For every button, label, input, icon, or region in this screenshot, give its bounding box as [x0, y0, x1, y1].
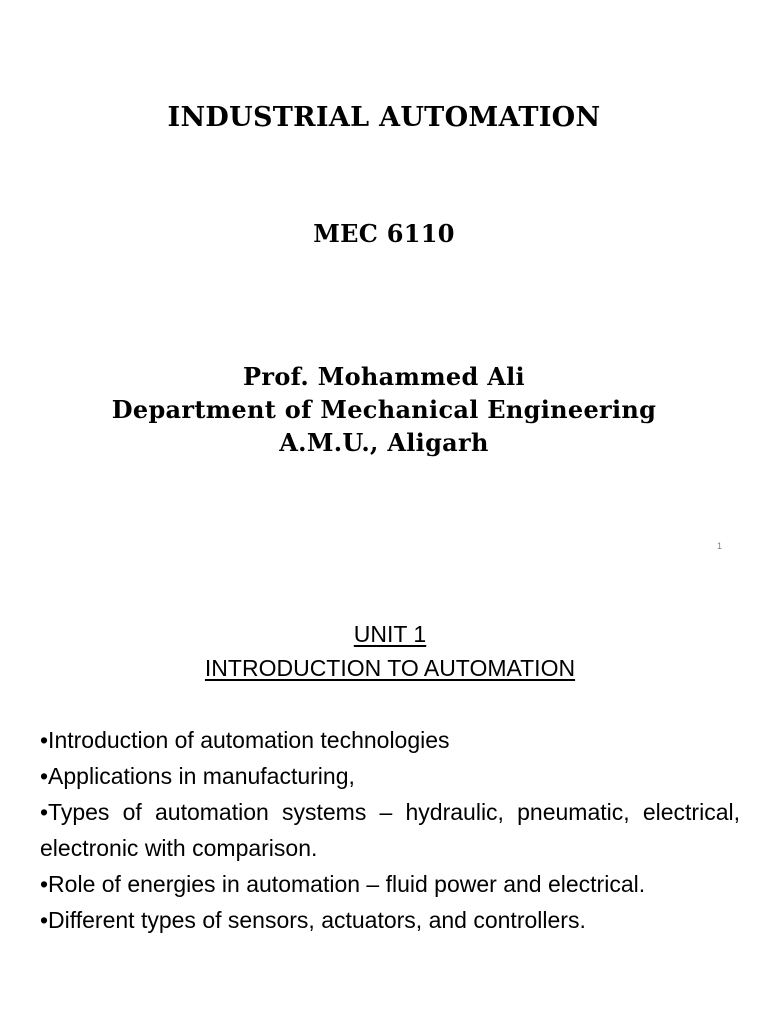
course-title: INDUSTRIAL AUTOMATION: [167, 102, 601, 133]
course-code: MEC 6110: [313, 219, 455, 248]
author-name: Prof. Mohammed Ali: [243, 362, 525, 391]
list-item: •Types of automation systems – hydraulic, pneumatic, electrical, electronic with comparison.: [40, 799, 740, 861]
institution-name: A.M.U., Aligarh: [279, 428, 489, 457]
unit-slide: [0, 576, 768, 1024]
list-item: •Introduction of automation technologies: [40, 727, 450, 753]
list-item: •Applications in manufacturing,: [40, 763, 355, 789]
list-item: •Role of energies in automation – fluid power and electrical.: [40, 871, 646, 897]
unit-heading: UNIT 1: [353, 621, 427, 647]
list-item: •Different types of sensors, actuators, and controllers.: [40, 907, 586, 933]
author-block: [0, 360, 768, 459]
bullet-list: [40, 722, 740, 938]
page-number: 1: [716, 541, 722, 551]
department-name: Department of Mechanical Engineering: [111, 395, 657, 424]
unit-subtitle: INTRODUCTION TO AUTOMATION: [204, 655, 576, 681]
